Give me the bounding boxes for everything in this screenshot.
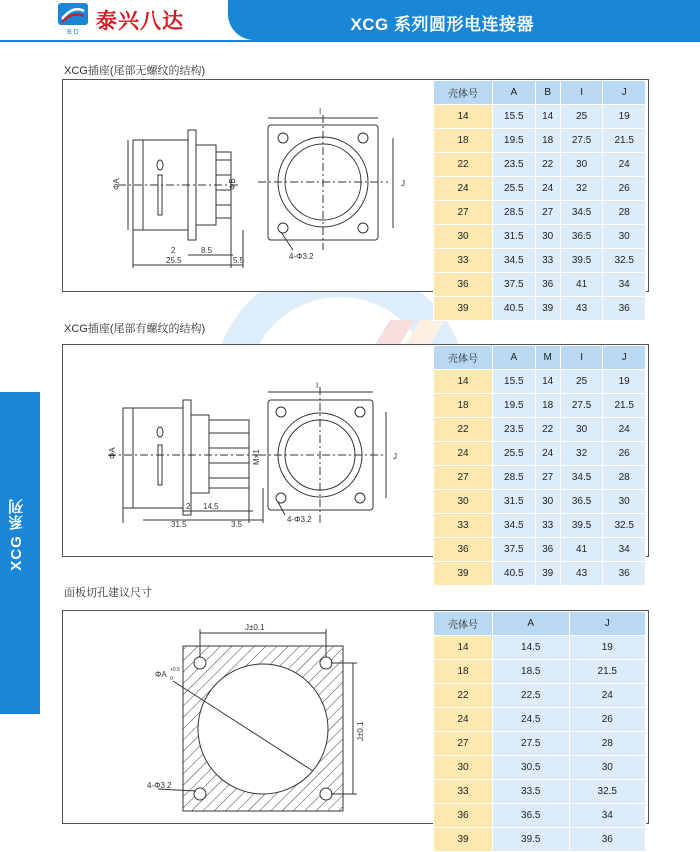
table-cell: 27.5 — [560, 129, 603, 153]
table-cell: 28 — [569, 732, 646, 756]
table-cell: 33 — [434, 514, 493, 538]
table-cell: 36 — [434, 273, 493, 297]
table-cell: 24.5 — [493, 708, 570, 732]
table-header-row — [434, 81, 646, 105]
table-cell: 24 — [603, 418, 646, 442]
table-cell: 19 — [603, 105, 646, 129]
table-cell: 39.5 — [560, 514, 603, 538]
dim-label: 4-Φ3.2 — [147, 781, 172, 790]
table-cell: 27.5 — [560, 394, 603, 418]
table-cell: 36 — [535, 273, 560, 297]
dim-label: 14.5 — [203, 502, 219, 511]
table-cell: 14.5 — [493, 636, 570, 660]
table-cell: 15.5 — [493, 370, 536, 394]
table-cell: 41 — [560, 538, 603, 562]
table-cell: 21.5 — [603, 394, 646, 418]
table-row — [434, 370, 646, 394]
table-cell: 19.5 — [493, 394, 536, 418]
table-row — [434, 442, 646, 466]
table-cell: 33 — [535, 249, 560, 273]
side-tab-label: XCG 系列 — [8, 498, 25, 571]
table-cell: 26 — [603, 442, 646, 466]
col-header: I — [560, 81, 603, 105]
table-cell: 39.5 — [493, 828, 570, 852]
table-row — [434, 708, 646, 732]
table-header-row — [434, 612, 646, 636]
dim-label: 8.5 — [201, 246, 213, 255]
page-header — [0, 0, 700, 40]
table-row — [434, 490, 646, 514]
table-cell: 22 — [535, 153, 560, 177]
dim-label: 4-Φ3.2 — [287, 515, 312, 524]
table-cell: 22.5 — [493, 684, 570, 708]
section-panel — [62, 610, 649, 845]
table-cell: 22 — [535, 418, 560, 442]
col-header: J — [603, 81, 646, 105]
table-row — [434, 562, 646, 586]
table-cell: 36 — [603, 562, 646, 586]
table-cell: 24 — [535, 177, 560, 201]
table-cell: 25.5 — [493, 177, 536, 201]
table-cell: 30 — [434, 225, 493, 249]
table-cell: 24 — [603, 153, 646, 177]
table-row — [434, 780, 646, 804]
table-cell: 39 — [434, 828, 493, 852]
company-logo-icon — [58, 3, 88, 36]
table-cell: 24 — [434, 708, 493, 732]
table-row — [434, 394, 646, 418]
section-panel — [62, 344, 649, 579]
table-cell: 24 — [434, 442, 493, 466]
table-cell: 31.5 — [493, 490, 536, 514]
table-cell: 18 — [535, 394, 560, 418]
section-panel — [62, 79, 649, 314]
table-cell: 33 — [434, 249, 493, 273]
dim-label: J±0.1 — [245, 623, 265, 632]
section-title: XCG插座(尾部有螺纹的结构) — [64, 323, 206, 335]
col-header: 壳体号 — [434, 346, 493, 370]
table-cell: 21.5 — [569, 660, 646, 684]
table-cell: 34 — [603, 538, 646, 562]
table-cell: 18.5 — [493, 660, 570, 684]
panel-cutout-drawing — [63, 611, 433, 823]
table-cell: 27 — [535, 466, 560, 490]
table-row — [434, 514, 646, 538]
table-cell: 34.5 — [493, 249, 536, 273]
table-cell: 40.5 — [493, 297, 536, 321]
table-cell: 24 — [434, 177, 493, 201]
table-cell: 24 — [569, 684, 646, 708]
table-row — [434, 249, 646, 273]
table-cell: 32.5 — [569, 780, 646, 804]
table-row — [434, 177, 646, 201]
table-cell: 32.5 — [603, 249, 646, 273]
table-cell: 41 — [560, 273, 603, 297]
brand-name: 泰兴八达 — [96, 10, 184, 33]
table-cell: 33.5 — [493, 780, 570, 804]
table-cell: 14 — [434, 370, 493, 394]
dim-label: 4-Φ3.2 — [289, 252, 314, 261]
table-cell: 28 — [603, 201, 646, 225]
col-header: B — [535, 81, 560, 105]
table-cell: 33 — [434, 780, 493, 804]
table-row — [434, 297, 646, 321]
table-cell: 28.5 — [493, 201, 536, 225]
table-cell: 15.5 — [493, 105, 536, 129]
table-cell: 19.5 — [493, 129, 536, 153]
table-cell: 22 — [434, 684, 493, 708]
dim-label: 31.5 — [171, 520, 187, 529]
dim-label: +0.5 — [170, 667, 180, 673]
table-cell: 39.5 — [560, 249, 603, 273]
table-cell: 21.5 — [603, 129, 646, 153]
table-cell: 34.5 — [493, 514, 536, 538]
table-row — [434, 201, 646, 225]
table-cell: 37.5 — [493, 538, 536, 562]
table-cell: 39 — [535, 562, 560, 586]
table-cell: 36.5 — [560, 490, 603, 514]
dim-label: ΦA — [112, 178, 121, 190]
header-divider — [0, 40, 700, 42]
receptacle-body — [123, 408, 183, 508]
dim-label: J — [401, 179, 405, 188]
table-cell: 27 — [434, 732, 493, 756]
table-cell: 39 — [434, 297, 493, 321]
table-cell: 22 — [434, 153, 493, 177]
dim-label: ΦA — [108, 447, 117, 459]
table-cell: 26 — [603, 177, 646, 201]
connector-drawing — [63, 345, 433, 556]
table-row — [434, 273, 646, 297]
page-title: XCG 系列圆形电连接器 — [350, 15, 534, 34]
col-header: 壳体号 — [434, 612, 493, 636]
table-cell: 37.5 — [493, 273, 536, 297]
table-cell: 18 — [434, 394, 493, 418]
table-cell: 36 — [434, 538, 493, 562]
col-header: M — [535, 346, 560, 370]
table-cell: 30 — [603, 225, 646, 249]
dim-label: 2 — [186, 502, 191, 511]
dim-label: 5.5 — [233, 256, 245, 265]
dimension-table — [433, 611, 646, 852]
table-cell: 25 — [560, 370, 603, 394]
table-cell: 18 — [535, 129, 560, 153]
table-cell: 27 — [434, 466, 493, 490]
dim-label: I — [316, 381, 319, 390]
dim-label: J — [393, 452, 397, 461]
table-row — [434, 153, 646, 177]
dim-label: 25.5 — [166, 256, 182, 265]
table-cell: 18 — [434, 129, 493, 153]
table-cell: 34 — [569, 804, 646, 828]
col-header: J — [603, 346, 646, 370]
col-header: A — [493, 612, 570, 636]
table-cell: 34.5 — [560, 201, 603, 225]
table-row — [434, 466, 646, 490]
table-cell: 40.5 — [493, 562, 536, 586]
dim-label: 0 — [170, 676, 173, 682]
table-cell: 18 — [434, 660, 493, 684]
table-cell: 30.5 — [493, 756, 570, 780]
col-header: J — [569, 612, 646, 636]
table-row — [434, 538, 646, 562]
table-cell: 36 — [603, 297, 646, 321]
dim-label: ΦA — [155, 670, 167, 679]
table-cell: 30 — [560, 153, 603, 177]
dim-label: 2 — [171, 246, 176, 255]
logo-letters: B D — [67, 29, 79, 36]
table-cell: 28.5 — [493, 466, 536, 490]
table-cell: 23.5 — [493, 418, 536, 442]
table-cell: 43 — [560, 562, 603, 586]
dim-label: ΦB — [228, 178, 237, 190]
table-cell: 26 — [569, 708, 646, 732]
connector-drawing — [63, 80, 433, 291]
table-row — [434, 418, 646, 442]
table-row — [434, 828, 646, 852]
cutout-circle — [198, 664, 328, 794]
table-cell: 19 — [603, 370, 646, 394]
table-cell: 39 — [535, 297, 560, 321]
dim-label: M×1 — [252, 449, 261, 465]
table-cell: 25 — [560, 105, 603, 129]
table-header-row — [434, 346, 646, 370]
dimension-table — [433, 80, 646, 321]
table-cell: 33 — [535, 514, 560, 538]
table-cell: 43 — [560, 297, 603, 321]
table-cell: 31.5 — [493, 225, 536, 249]
dimension-table — [433, 345, 646, 586]
col-header: A — [493, 81, 536, 105]
table-cell: 30 — [535, 225, 560, 249]
table-cell: 36.5 — [560, 225, 603, 249]
table-row — [434, 804, 646, 828]
table-cell: 36 — [569, 828, 646, 852]
table-cell: 30 — [535, 490, 560, 514]
section-title: 面板切孔建议尺寸 — [64, 587, 152, 599]
col-header: I — [560, 346, 603, 370]
table-cell: 30 — [434, 756, 493, 780]
table-cell: 30 — [560, 418, 603, 442]
table-cell: 27 — [535, 201, 560, 225]
table-cell: 32 — [560, 442, 603, 466]
table-cell: 30 — [569, 756, 646, 780]
table-cell: 24 — [535, 442, 560, 466]
table-cell: 14 — [434, 636, 493, 660]
table-row — [434, 225, 646, 249]
table-cell: 14 — [434, 105, 493, 129]
table-cell: 30 — [603, 490, 646, 514]
table-row — [434, 732, 646, 756]
table-cell: 14 — [535, 370, 560, 394]
dim-label: 3.5 — [231, 520, 243, 529]
table-cell: 36.5 — [493, 804, 570, 828]
dim-label: J±0.1 — [356, 721, 365, 741]
table-cell: 36 — [434, 804, 493, 828]
table-cell: 32 — [560, 177, 603, 201]
table-row — [434, 684, 646, 708]
table-cell: 27.5 — [493, 732, 570, 756]
table-cell: 34.5 — [560, 466, 603, 490]
col-header: A — [493, 346, 536, 370]
table-cell: 19 — [569, 636, 646, 660]
table-row — [434, 129, 646, 153]
table-cell: 25.5 — [493, 442, 536, 466]
table-cell: 30 — [434, 490, 493, 514]
table-cell: 32.5 — [603, 514, 646, 538]
table-cell: 14 — [535, 105, 560, 129]
table-row — [434, 105, 646, 129]
table-row — [434, 756, 646, 780]
table-cell: 27 — [434, 201, 493, 225]
table-cell: 36 — [535, 538, 560, 562]
table-row — [434, 636, 646, 660]
col-header: 壳体号 — [434, 81, 493, 105]
section-title: XCG插座(尾部无螺纹的结构) — [64, 65, 206, 77]
table-cell: 23.5 — [493, 153, 536, 177]
table-cell: 39 — [434, 562, 493, 586]
table-row — [434, 660, 646, 684]
dim-label: I — [319, 107, 322, 116]
table-cell: 28 — [603, 466, 646, 490]
table-cell: 22 — [434, 418, 493, 442]
flange — [183, 400, 191, 515]
table-cell: 34 — [603, 273, 646, 297]
